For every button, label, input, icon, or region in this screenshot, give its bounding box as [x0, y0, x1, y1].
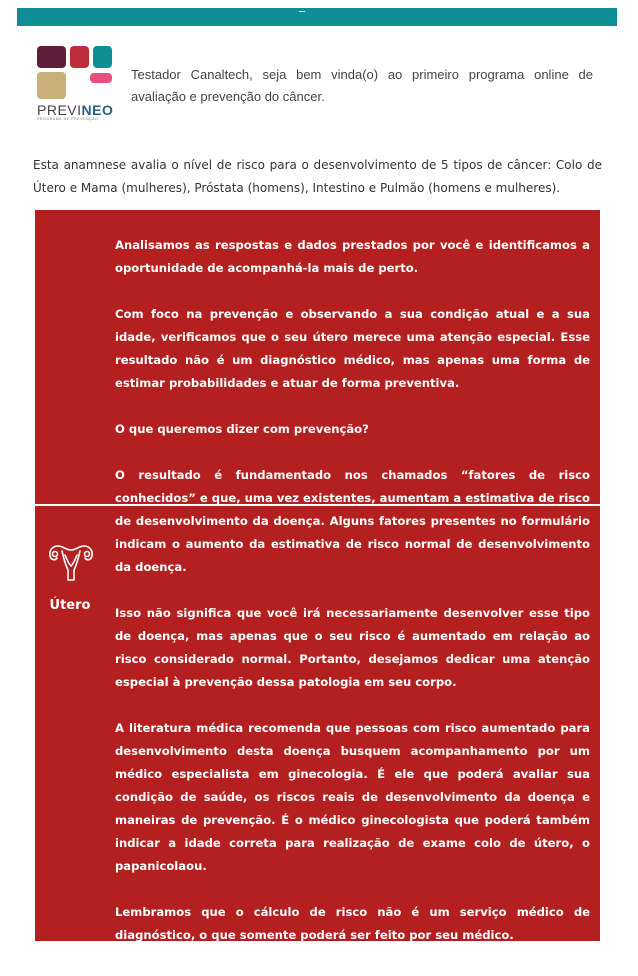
logo-brand-prefix: PREVI — [37, 102, 82, 118]
result-paragraph: Lembramos que o cálculo de risco não é um serviço médico de diagnóstico, o que somente poderá ser feito por seu médico. — [115, 905, 590, 942]
result-message — [115, 234, 590, 970]
result-paragraph: O que queremos dizer com prevenção? — [115, 422, 369, 436]
result-paragraph: A literatura médica recomenda que pessoas com risco aumentado para desenvolvimento desta doença busquem acompanhamento por um médico especialista em ginecologia. É ele que poderá avaliar sua condição de saúde, os riscos reais de desenvolvimento da doença e maneiras de prevenção. É o médico ginecologista que poderá também indicar a idade correta para realização de exame colo de útero, o papanicolaou. — [115, 721, 590, 873]
welcome-message: Testador Canaltech, seja bem vinda(o) ao primeiro programa online de avaliação e prevenção do câncer. — [131, 67, 593, 104]
uterus-icon — [46, 540, 96, 586]
organ-label: Útero — [49, 598, 91, 613]
logo-square-gold — [37, 72, 66, 99]
result-paragraph: Analisamos as respostas e dados prestados por você e identificamos a oportunidade de acompanhá-la mais de perto. — [115, 238, 590, 275]
logo-square-plum — [37, 46, 66, 68]
logo-square-teal — [93, 46, 112, 68]
logo-square-red — [70, 46, 89, 68]
intro-text: Esta anamnese avalia o nível de risco para o desenvolvimento de 5 tipos de câncer: Colo de Útero e Mama (mulheres), Próstata (homens), Intestino e Pulmão (homens e mulheres). — [33, 158, 602, 195]
result-paragraph: Com foco na prevenção e observando a sua condição atual e a sua idade, verificamos que o seu útero merece uma atenção especial. Esse resultado não é um diagnóstico médico, mas apenas uma forma de estimar probabilidades e atuar de forma preventiva. — [115, 307, 590, 390]
header-bar — [17, 8, 617, 26]
logo-tagline: PROGRAMA DE PREVENÇÃO — [37, 117, 99, 121]
logo-brand-suffix: NEO — [81, 102, 114, 118]
header-bar-mark — [299, 11, 305, 12]
logo-wordmark — [37, 102, 113, 118]
result-paragraph: O resultado é fundamentado nos chamados “fatores de risco conhecidos” e que, uma vez existentes, aumentam a estimativa de risco de desenvolvimento da doença. Alguns fatores presentes no formulário indicam o aumento da estimativa de risco normal de desenvolvimento da doença. — [115, 468, 591, 574]
result-paragraph: Isso não significa que você irá necessariamente desenvolver esse tipo de doença, mas apenas que o seu risco é aumentado em relação ao risco considerado normal. Portanto, desejamos dedicar uma atenção especial à prevenção dessa patologia em seu corpo. — [115, 606, 590, 689]
logo-square-pink — [90, 73, 112, 83]
